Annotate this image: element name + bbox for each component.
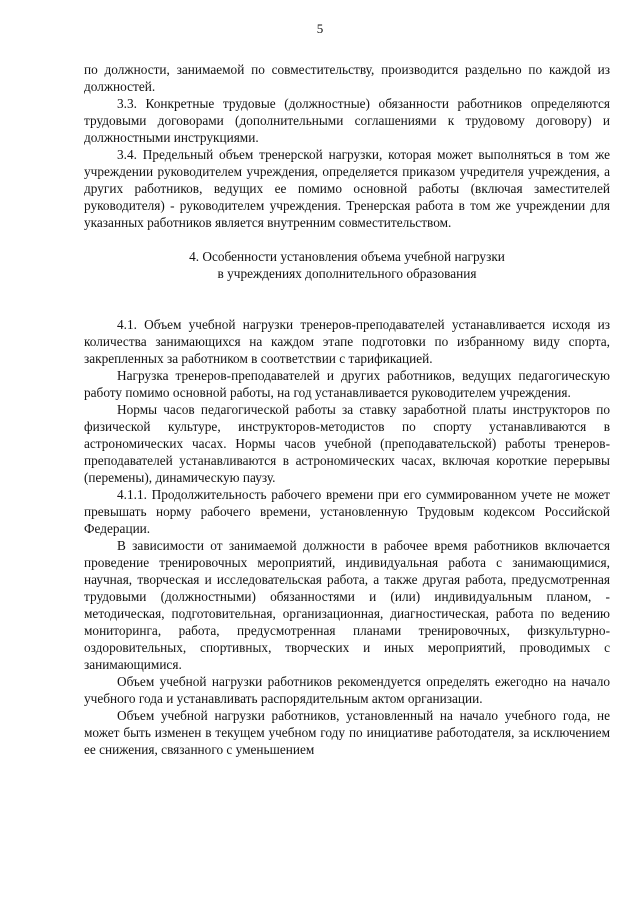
paragraph: Объем учебной нагрузки работников, установленный на начало учебного года, не может быть изменен в текущем учебном году по инициативе работодателя, за исключением ее снижения, связанного с уменьшением — [84, 708, 610, 757]
paragraph: Нормы часов педагогической работы за ставку заработной платы инструкторов по физической культуре, инструкторов-методистов по спорту устанавливаются в астрономических часах. Нормы часов учебной (преподавательской) работы тренеров-преподавателей устанавливаются в астрономических часах, включая короткие перерывы (перемены), динамическую паузу. — [84, 402, 610, 485]
paragraph: Объем учебной нагрузки работников рекомендуется определять ежегодно на начало учебного года и устанавливать распорядительным актом организации. — [84, 674, 610, 706]
document-body — [84, 61, 610, 758]
paragraph: 4.1.1. Продолжительность рабочего времени при его суммированном учете не может превышать норму рабочего времени, установленную Трудовым кодексом Российской Федерации. — [84, 487, 610, 536]
page-number: 5 — [316, 21, 324, 36]
paragraph: по должности, занимаемой по совместительству, производится раздельно по каждой из должностей. — [84, 62, 610, 94]
section-heading-line: в учреждениях дополнительного образования — [217, 266, 477, 281]
paragraph: В зависимости от занимаемой должности в рабочее время работников включается проведение тренировочных мероприятий, индивидуальная работа с занимающимися, научная, творческая и исследовательская работа, а также другая работа, предусмотренная трудовыми (должностными) обязанностями и (или) индивидуальным планом, - методическая, подготовительная, организационная, диагностическая, работа по ведению мониторинга, работа, предусмотренная планами тренировочных, физкультурно-оздоровительных, спортивных, творческих и иных мероприятий, проводимых с занимающимися. — [84, 538, 610, 672]
section-heading-line: 4. Особенности установления объема учебной нагрузки — [189, 249, 505, 264]
paragraph: Нагрузка тренеров-преподавателей и других работников, ведущих педагогическую работу помимо основной работы, на год устанавливается руководителем учреждения. — [84, 368, 610, 400]
paragraph: 4.1. Объем учебной нагрузки тренеров-преподавателей устанавливается исходя из количества занимающихся на каждом этапе подготовки по избранному виду спорта, закрепленных за работником в соответствии с тарификацией. — [84, 317, 610, 366]
section-heading — [84, 248, 610, 282]
paragraph: 3.3. Конкретные трудовые (должностные) обязанности работников определяются трудовыми договорами (дополнительными соглашениями к трудовому договору) и должностными инструкциями. — [84, 96, 610, 145]
paragraph: 3.4. Предельный объем тренерской нагрузки, которая может выполняться в том же учреждении руководителем учреждения, определяется приказом учредителя учреждения, а других работников, ведущих ее помимо основной работы (включая заместителей руководителя) - руководителем учреждения. Тренерская работа в том же учреждении для указанных работников является внутренним совместительством. — [84, 147, 610, 230]
